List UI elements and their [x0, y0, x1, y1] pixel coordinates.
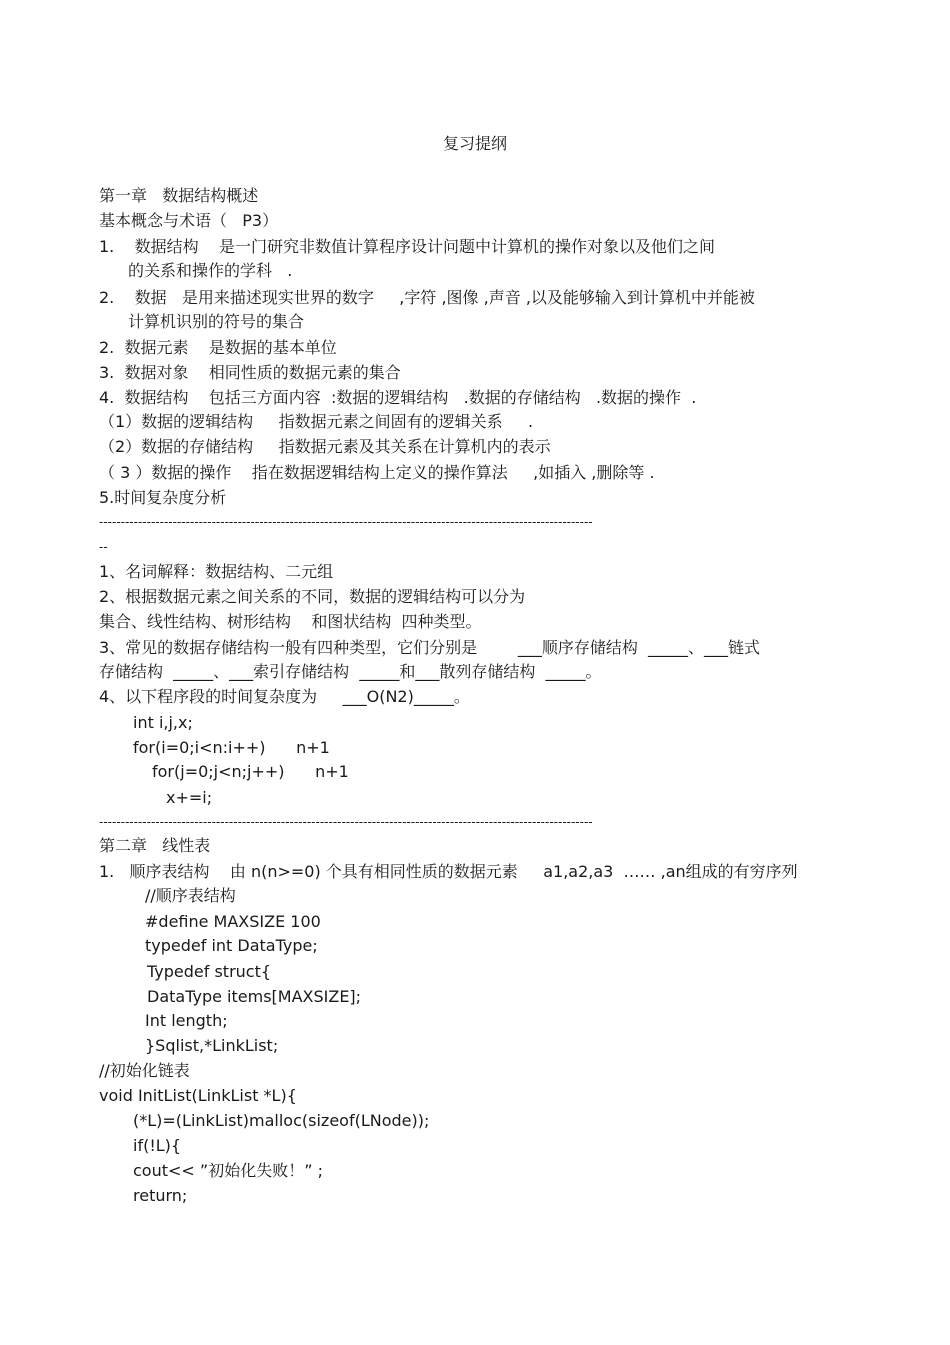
- code-line: for(i=0;i<n:i++) n+1: [133, 738, 330, 757]
- text-line: 的关系和操作的学科 .: [128, 261, 293, 280]
- text-line: 计算机识别的符号的集合: [128, 312, 305, 331]
- text-line: 1. 顺序表结构 由 n(n>=0) 个具有相同性质的数据元素 a1,a2,a3 …… ,an组成的有穷序列: [99, 862, 798, 881]
- text-line: （1）数据的逻辑结构 指数据元素之间固有的逻辑关系 .: [99, 412, 534, 431]
- text-line: 5.时间复杂度分析: [99, 488, 227, 507]
- chapter-heading: 第一章 数据结构概述: [99, 186, 259, 205]
- text-line: 基本概念与术语（ P3）: [99, 211, 279, 230]
- text-line: 3. 数据对象 相同性质的数据元素的集合: [99, 363, 401, 382]
- text-line: 1. 数据结构 是一门研究非数值计算程序设计问题中计算机的操作对象以及他们之间: [99, 237, 715, 256]
- page-title: 复习提纲: [442, 134, 507, 153]
- code-line: void InitList(LinkList *L){: [99, 1086, 297, 1105]
- text-line: 2. 数据元素 是数据的基本单位: [99, 338, 337, 357]
- code-line: if(!L){: [133, 1136, 182, 1155]
- code-line: typedef int DataType;: [145, 936, 318, 955]
- code-line: (*L)=(LinkList)malloc(sizeof(LNode));: [133, 1111, 430, 1130]
- text-line: 4. 数据结构 包括三方面内容 :数据的逻辑结构 .数据的存储结构 .数据的操作 .: [99, 388, 697, 407]
- code-line: int i,j,x;: [133, 713, 193, 732]
- code-line: DataType items[MAXSIZE];: [147, 987, 362, 1006]
- exercise-line: 存储结构 _____、___索引存储结构 _____和___散列存储结构 _____。: [99, 662, 602, 681]
- exercise-line: 集合、线性结构、树形结构 和图状结构 四种类型。: [99, 612, 482, 631]
- code-line: cout<< ”初始化失败！” ;: [133, 1161, 323, 1180]
- separator-tail: --: [99, 540, 108, 554]
- exercise-line: 3、常见的数据存储结构一般有四种类型，它们分别是 ___顺序存储结构 _____、___链式: [99, 638, 761, 657]
- code-line: #define MAXSIZE 100: [145, 912, 321, 931]
- text-line: （ 3 ）数据的操作 指在数据逻辑结构上定义的操作算法 ,如插入 ,删除等 .: [99, 463, 655, 482]
- code-line: x+=i;: [166, 788, 213, 807]
- chapter-heading: 第二章 线性表: [99, 836, 211, 855]
- code-line: return;: [133, 1186, 188, 1205]
- code-line: //顺序表结构: [145, 886, 236, 905]
- exercise-line: 1、名词解释：数据结构、二元组: [99, 562, 334, 581]
- exercise-line: 2、根据数据元素之间关系的不同，数据的逻辑结构可以分为: [99, 587, 526, 606]
- exercise-line: 4、以下程序段的时间复杂度为 ___O(N2)_____。: [99, 687, 470, 706]
- code-line: Typedef struct{: [147, 962, 272, 981]
- separator-line: ------------------------------------------------------------------------------------------------------------------: [99, 815, 593, 829]
- text-line: （2）数据的存储结构 指数据元素及其关系在计算机内的表示: [99, 437, 551, 456]
- text-line: 2. 数据 是用来描述现实世界的数字 ,字符 ,图像 ,声音 ,以及能够输入到计算机中并能被: [99, 288, 755, 307]
- code-line: for(j=0;j<n;j++) n+1: [152, 762, 349, 781]
- separator-line: ------------------------------------------------------------------------------------------------------------------: [99, 515, 593, 529]
- code-line: //初始化链表: [99, 1061, 190, 1080]
- code-line: }Sqlist,*LinkList;: [145, 1036, 279, 1055]
- code-line: Int length;: [145, 1011, 228, 1030]
